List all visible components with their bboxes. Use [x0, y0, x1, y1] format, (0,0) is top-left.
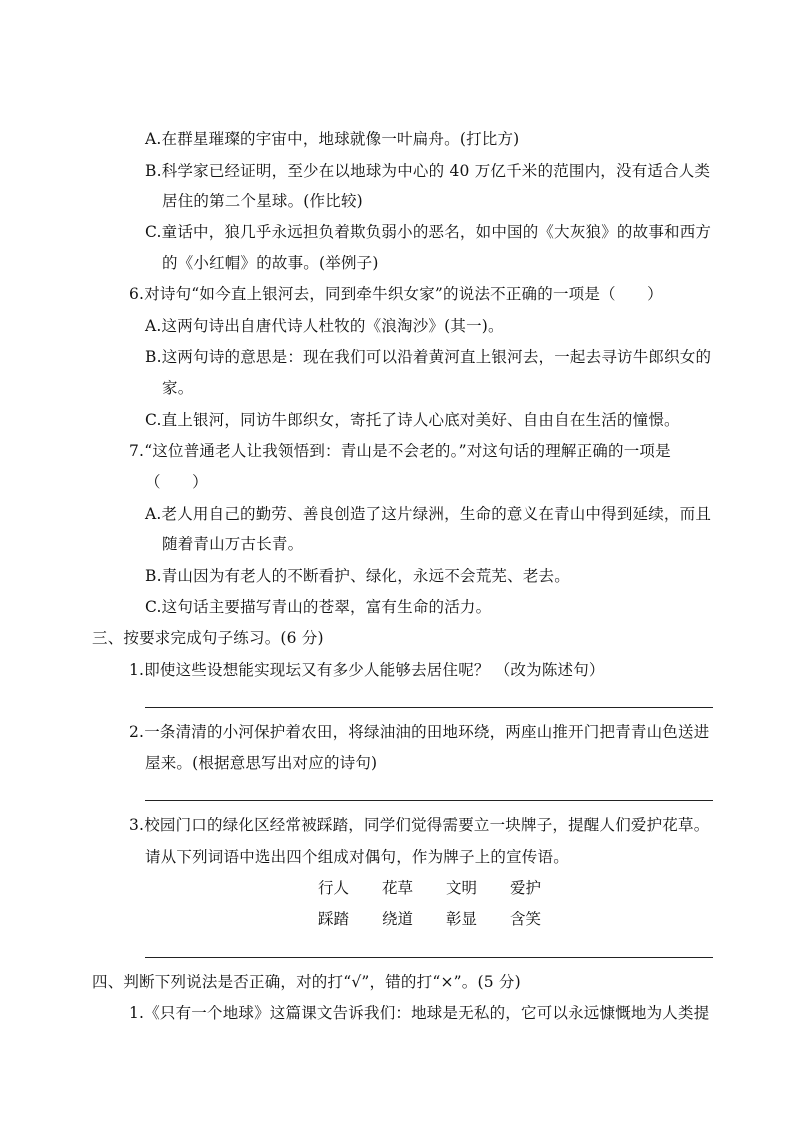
- word-bank-row-1: [0, 878, 794, 898]
- q7-stem: 7.“这位普通老人让我领悟到：青山是不会老的。”对这句话的理解正确的一项是: [129, 442, 671, 460]
- q6-option-b-line1: B.这两句诗的意思是：现在我们可以沿着黄河直上银河去，一起去寻访牛郎织女的: [145, 348, 712, 366]
- q5-option-b-line1: B.科学家已经证明，至少在以地球为中心的 40 万亿千米的范围内，没有适合人类: [145, 162, 711, 180]
- q7-option-a-line1: A.老人用自己的勤劳、善良创造了这片绿洲，生命的意义在青山中得到延续，而且: [145, 505, 712, 523]
- section3-q2-line1: 2.一条清清的小河保护着农田，将绿油油的田地环绕，两座山推开门把青青山色送进: [129, 723, 710, 741]
- q7-option-c: C.这句话主要描写青山的苍翠，富有生命的活力。: [145, 598, 492, 616]
- q5-option-c-line2: 的《小红帽》的故事。(举例子): [162, 254, 379, 272]
- q5-option-a: A.在群星璀璨的宇宙中，地球就像一叶扁舟。(打比方): [145, 130, 520, 148]
- q6-option-a: A.这两句诗出自唐代诗人杜牧的《浪淘沙》(其一)。: [145, 317, 504, 335]
- q7-option-b: B.青山因为有老人的不断看护、绿化，永远不会荒芜、老去。: [145, 567, 570, 585]
- q6-option-c: C.直上银河，同访牛郎织女，寄托了诗人心底对美好、自由自在生活的憧憬。: [145, 411, 680, 429]
- q6-stem: 6.对诗句“如今直上银河去，同到牵牛织女家”的说法不正确的一项是（ ）: [129, 285, 663, 303]
- word-bank-item: 文明: [446, 879, 478, 897]
- section3-q2-answer-line[interactable]: [145, 800, 713, 801]
- section4-q1: 1.《只有一个地球》这篇课文告诉我们：地球是无私的，它可以永远慷慨地为人类提: [129, 1004, 710, 1022]
- section3-q3-line1: 3.校园门口的绿化区经常被踩踏，同学们觉得需要立一块牌子，提醒人们爱护花草。: [129, 816, 710, 834]
- section3-q1: 1.即使这些设想能实现坛又有多少人能够去居住呢？ （改为陈述句）: [129, 661, 605, 679]
- q7-answer-bracket: （ ）: [145, 473, 208, 491]
- word-bank-item: 彰显: [446, 910, 478, 928]
- word-bank-item: 绕道: [382, 910, 414, 928]
- word-bank-item: 含笑: [510, 910, 542, 928]
- q6-option-b-line2: 家。: [162, 379, 194, 397]
- section3-q2-line2: 屋来。(根据意思写出对应的诗句): [145, 754, 378, 772]
- word-bank-item: 花草: [382, 879, 414, 897]
- q7-option-a-line2: 随着青山万古长青。: [162, 535, 304, 553]
- q5-option-b-line2: 居住的第二个星球。(作比较): [162, 192, 363, 210]
- word-bank-item: 爱护: [510, 879, 542, 897]
- section3-q3-line2: 请从下列词语中选出四个组成对偶句，作为牌子上的宣传语。: [145, 848, 569, 866]
- word-bank-row-2: [0, 909, 794, 929]
- section3-q3-answer-line[interactable]: [145, 957, 713, 958]
- section3-title: 三、按要求完成句子练习。(6 分): [92, 629, 324, 647]
- section4-title: 四、判断下列说法是否正确，对的打“√”，错的打“×”。(5 分): [92, 973, 521, 991]
- word-bank-item: 行人: [318, 879, 350, 897]
- word-bank-item: 踩踏: [318, 910, 350, 928]
- q5-option-c-line1: C.童话中，狼几乎永远担负着欺负弱小的恶名，如中国的《大灰狼》的故事和西方: [145, 223, 712, 241]
- section3-q1-answer-line[interactable]: [145, 707, 713, 708]
